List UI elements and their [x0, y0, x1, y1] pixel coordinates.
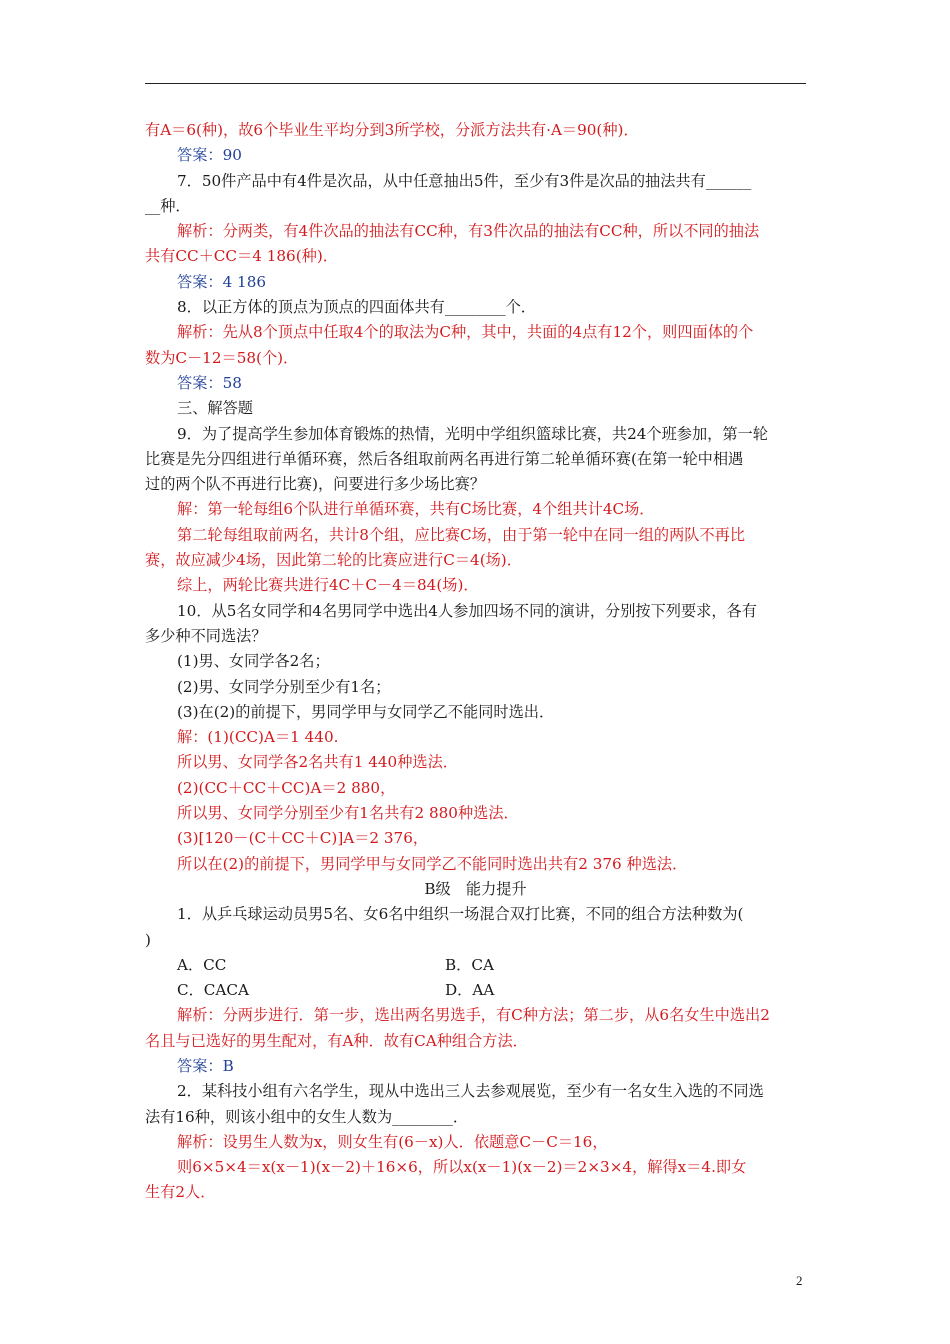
option-a: A．CC	[177, 955, 227, 974]
text-line: 解析：先从8个顶点中任取4个的取法为C种，其中，共面的4点有12个，则四面体的个	[177, 323, 754, 342]
text-line: (3)在(2)的前提下，男同学甲与女同学乙不能同时选出．	[177, 702, 555, 721]
option-b: B．CA	[445, 955, 494, 974]
page-number: 2	[796, 1273, 803, 1288]
text-line: 答案：90	[177, 146, 242, 165]
text-line: __种．	[145, 196, 191, 215]
text-line: (2)(CC＋CC＋CC)A＝2 880，	[177, 778, 396, 797]
text-line: 10．从5名女同学和4名男同学中选出4人参加四场不同的演讲，分别按下列要求，各有	[177, 601, 757, 620]
text-line: 2．某科技小组有六名学生，现从中选出三人去参观展览，至少有一名女生入选的不同选	[177, 1082, 764, 1101]
text-line: 9．为了提高学生参加体育锻炼的热情，光明中学组织篮球比赛，共24个班参加，第一轮	[177, 424, 768, 443]
text-line: 数为C－12＝58(个)．	[145, 348, 299, 367]
text-line: 有A＝6(种)，故6个毕业生平均分到3所学校，分派方法共有·A＝90(种)．	[145, 121, 639, 139]
text-line: 所以在(2)的前提下，男同学甲与女同学乙不能同时选出共有2 376 种选法．	[177, 854, 688, 873]
text-line: 生有2人．	[145, 1183, 216, 1202]
page-content	[145, 118, 806, 1206]
text-line: 答案：B	[177, 1056, 234, 1075]
text-line: 综上，两轮比赛共进行4C＋C－4＝84(场)．	[177, 576, 479, 595]
option-c: C．CACA	[177, 981, 249, 1000]
text-line: 所以男、女同学各2名共有1 440种选法．	[177, 753, 458, 772]
text-line: 比赛是先分四组进行单循环赛，然后各组取前两名再进行第二轮单循环赛(在第一轮中相遇	[145, 449, 744, 468]
solutions-block-a	[145, 118, 806, 877]
options-row-2	[145, 978, 806, 1003]
text-line: 解析：分两步进行．第一步，选出两名男选手，有C种方法；第二步，从6名女生中选出2	[177, 1006, 770, 1025]
text-line: 所以男、女同学分别至少有1名共有2 880种选法．	[177, 804, 519, 823]
section-title: B级 能力提升	[424, 879, 527, 898]
text-line: 解析：分两类，有4件次品的抽法有CC种，有3件次品的抽法有CC种，所以不同的抽法	[177, 222, 760, 241]
text-line: (2)男、女同学分别至少有1名；	[177, 677, 391, 696]
option-d: D．AA	[445, 981, 495, 1000]
text-line: 赛，故应减少4场，因此第二轮的比赛应进行C＝4(场)．	[145, 551, 522, 570]
text-line: 解：第一轮每组6个队进行单循环赛，共有C场比赛，4个组共计4C场．	[177, 500, 655, 519]
text-line: 法有16种，则该小组中的女生人数为________．	[145, 1107, 469, 1126]
question-1-text: 1．从乒乓球运动员男5名、女6名中组织一场混合双打比赛，不同的组合方法种数为(	[177, 905, 744, 924]
text-line: 共有CC＋CC＝4 186(种)．	[145, 247, 338, 266]
text-line: 7．50件产品中有4件是次品，从中任意抽出5件，至少有3件是次品的抽法共有______	[177, 171, 752, 190]
text-line: 过的两个队不再进行比赛)，问要进行多少场比赛？	[145, 475, 486, 494]
text-line: (1)男、女同学各2名；	[177, 652, 330, 671]
options-row-1	[145, 953, 806, 978]
text-line: 则6×5×4＝x(x－1)(x－2)＋16×6，所以x(x－1)(x－2)＝2×3×4，解得x＝4.即女	[177, 1158, 747, 1177]
text-line: 解：(1)(CC)A＝1 440.	[177, 728, 339, 747]
text-line: 答案：58	[177, 373, 242, 392]
question-1-paren: )	[145, 930, 151, 949]
text-line: (3)[120－(C＋CC＋C)]A＝2 376，	[177, 829, 429, 848]
text-line: 三、解答题	[177, 399, 253, 418]
text-line: 解析：设男生人数为x，则女生有(6－x)人．依题意C－C＝16，	[177, 1132, 608, 1151]
text-line: 第二轮每组取前两名，共计8个组，应比赛C场，由于第一轮中在同一组的两队不再比	[177, 525, 746, 544]
header-rule	[145, 83, 806, 84]
text-line: 多少种不同选法？	[145, 626, 267, 645]
solutions-block-b	[145, 1003, 806, 1205]
text-line: 8．以正方体的顶点为顶点的四面体共有________个．	[177, 298, 536, 317]
text-line: 答案：4 186	[177, 272, 267, 291]
text-line: 名且与已选好的男生配对，有A种．故有CA种组合方法．	[145, 1031, 528, 1050]
